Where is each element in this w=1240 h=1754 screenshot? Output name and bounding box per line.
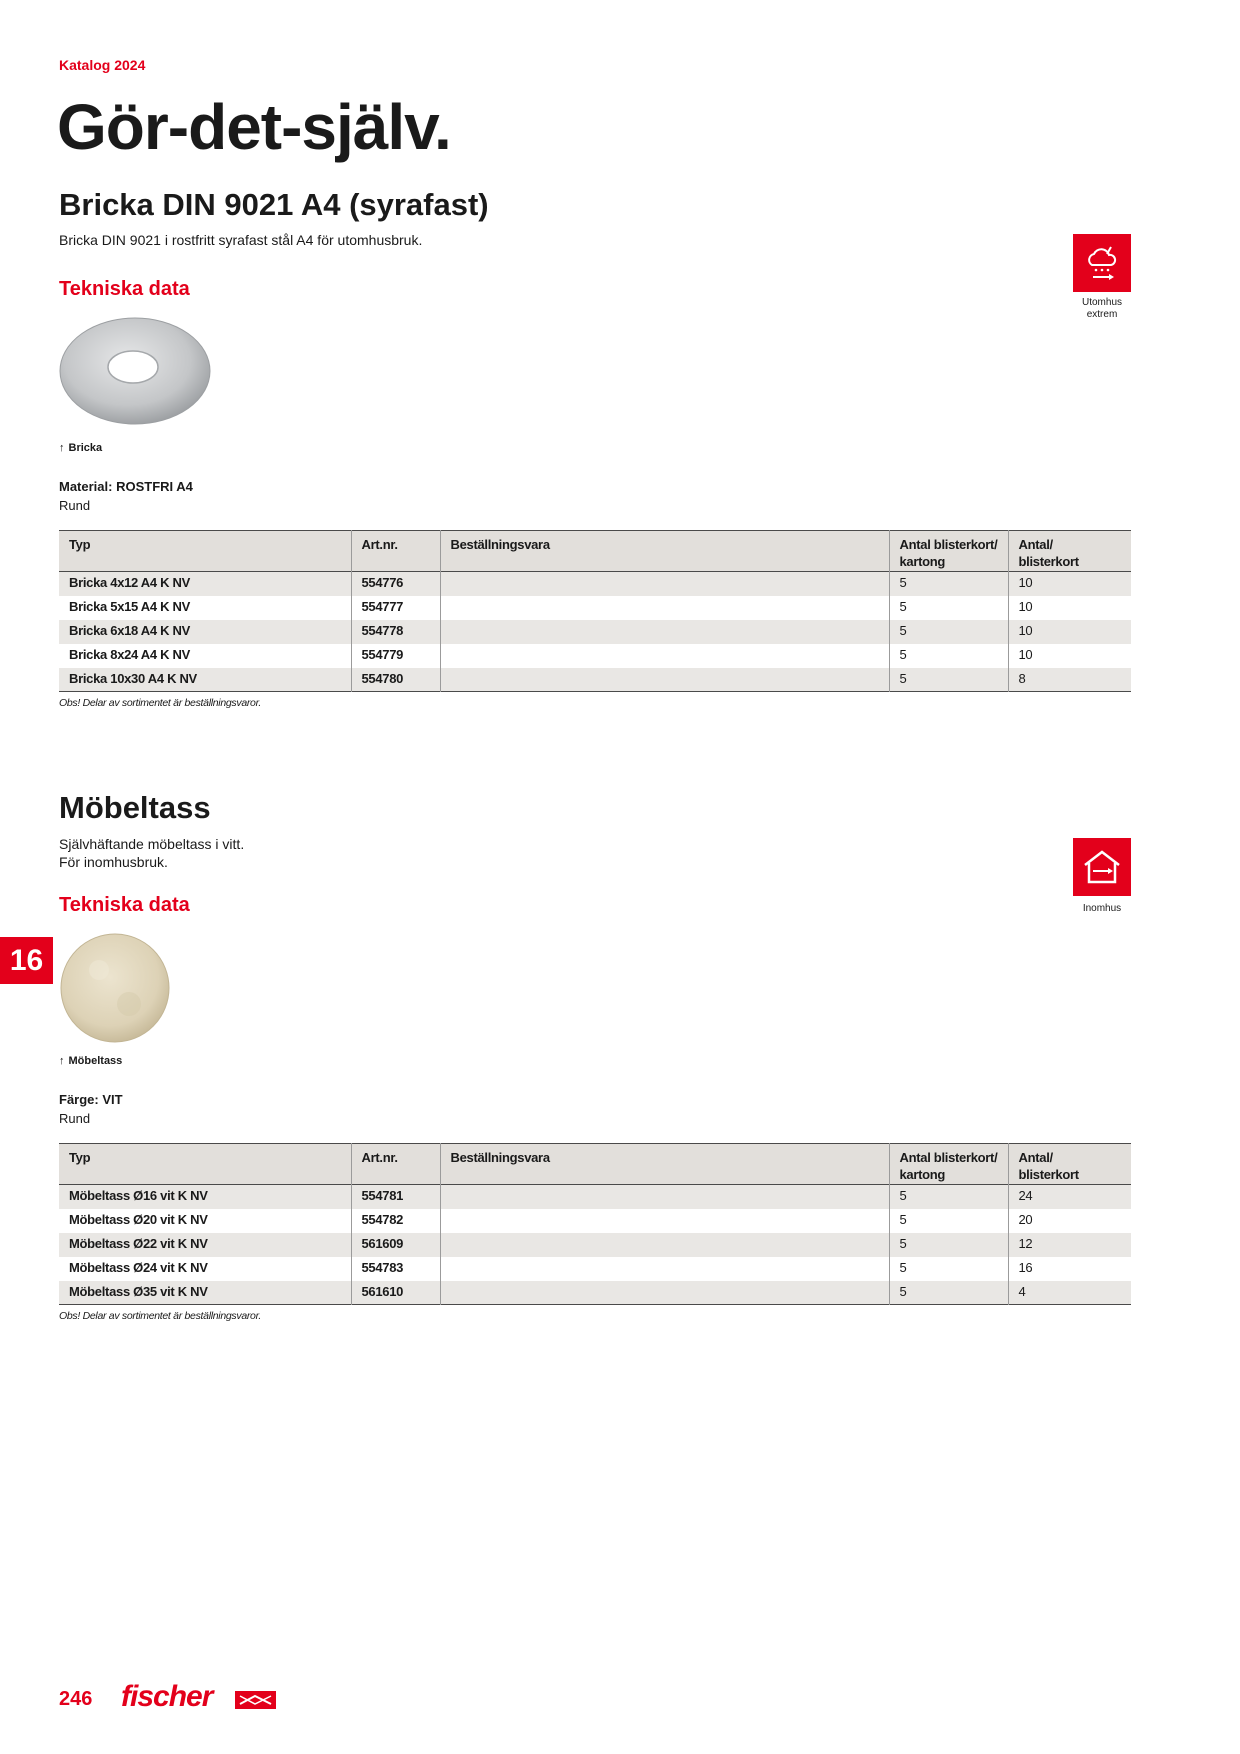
col-header-artnr: Art.nr. [351,531,440,572]
table-note: Obs! Delar av sortimentet är beställningsvaror. [59,697,262,709]
catalog-label: Katalog 2024 [59,57,146,73]
col-header-typ: Typ [69,537,91,552]
image-caption: ↑ Bricka [59,442,103,454]
table-row: Möbeltass Ø22 vit K NV 561609 5 12 [59,1233,1131,1257]
col-header-antal-blisterkort: Antal blisterkort/ kartong [889,1144,1008,1185]
table-row: Bricka 10x30 A4 K NV 554780 5 8 [59,668,1131,692]
table-row: Bricka 5x15 A4 K NV 554777 5 10 [59,596,1131,620]
arrow-up-icon: ↑ [59,442,65,454]
arrow-up-icon: ↑ [59,1055,65,1067]
table-row: Möbeltass Ø24 vit K NV 554783 5 16 [59,1257,1131,1281]
table-row: Bricka 6x18 A4 K NV 554778 5 10 [59,620,1131,644]
table-row: Möbeltass Ø16 vit K NV 554781 5 24 [59,1185,1131,1209]
section-title-bricka: Bricka DIN 9021 A4 (syrafast) [59,187,489,222]
felt-pad-image [59,932,171,1044]
col-header-bestallningsvara: Beställningsvara [440,1144,889,1185]
col-header-typ: Typ [69,1150,91,1165]
section-description: Självhäftande möbeltass i vitt. För inomhusbruk. [59,836,245,870]
washer-image [59,317,212,427]
color-info: Färge: VIT Rund [59,1092,123,1126]
col-header-antal-per-blisterkort: Antal/ blisterkort [1008,1144,1131,1185]
table-note: Obs! Delar av sortimentet är beställningsvaror. [59,1310,262,1322]
brand-logo: fischer [121,1680,213,1713]
col-header-antal-blisterkort: Antal blisterkort/ kartong [889,531,1008,572]
table-row: Bricka 4x12 A4 K NV 554776 5 10 [59,572,1131,596]
table-row: Bricka 8x24 A4 K NV 554779 5 10 [59,644,1131,668]
outdoor-extreme-label: Utomhus extrem [1081,297,1122,320]
image-caption: ↑ Möbeltass [59,1055,123,1067]
product-table-bricka [59,530,1131,692]
indoor-icon [1073,838,1131,896]
material-info: Material: ROSTFRI A4 Rund [59,479,193,513]
section-title-mobeltass: Möbeltass [59,790,211,825]
page-number: 246 [59,1688,93,1710]
col-header-antal-per-blisterkort: Antal/ blisterkort [1008,531,1131,572]
col-header-bestallningsvara: Beställningsvara [440,531,889,572]
col-header-artnr: Art.nr. [351,1144,440,1185]
product-table-mobeltass [59,1143,1131,1305]
indoor-label: Inomhus [1082,903,1122,914]
table-row: Möbeltass Ø20 vit K NV 554782 5 20 [59,1209,1131,1233]
tech-data-heading: Tekniska data [59,894,190,916]
table-row: Möbeltass Ø35 vit K NV 561610 5 4 [59,1281,1131,1305]
tech-data-heading: Tekniska data [59,278,190,300]
page-title: Gör-det-själv. [57,91,451,163]
fischer-logo-icon [235,1691,276,1709]
section-description: Bricka DIN 9021 i rostfritt syrafast stål A4 för utomhusbruk. [59,232,423,248]
chapter-tab: 16 [0,937,53,984]
outdoor-extreme-icon [1073,234,1131,292]
